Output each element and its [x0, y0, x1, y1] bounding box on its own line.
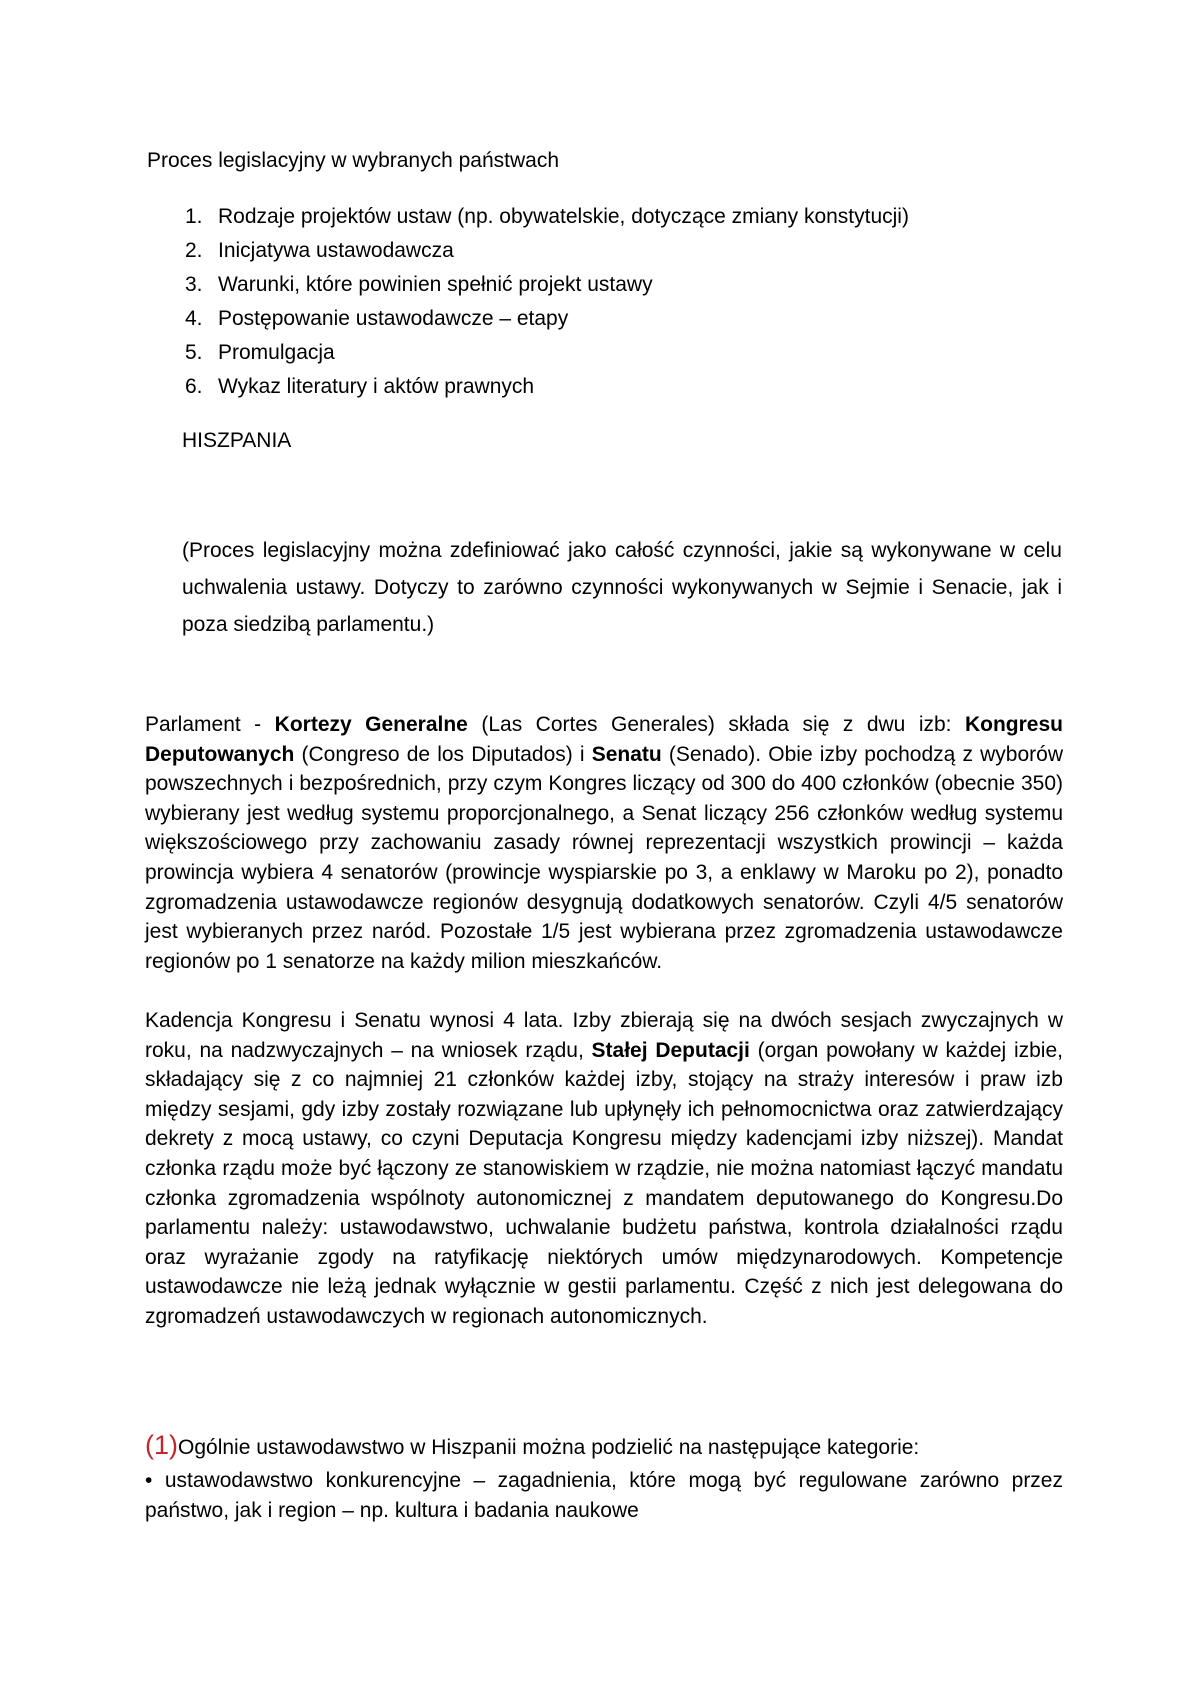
text-run: (Congreso de los Diputados) i	[294, 742, 592, 766]
topic-text: Promulgacja	[218, 341, 335, 364]
topic-item	[185, 336, 909, 370]
categories-heading-text: Ogólnie ustawodawstwo w Hiszpanii można podzielić na następujące kategorie:	[178, 1436, 920, 1459]
topic-number: 4.	[185, 307, 203, 330]
bold-term: Stałej Deputacji	[591, 1038, 750, 1062]
bold-term: Kortezy Generalne	[274, 713, 468, 736]
topic-item	[185, 302, 909, 336]
parliament-paragraph	[145, 710, 1063, 976]
topic-number: 6.	[185, 375, 203, 398]
topic-list	[185, 200, 909, 404]
topic-text: Warunki, które powinien spełnić projekt ustawy	[218, 273, 653, 296]
text-run: (organ powołany w każdej izbie, składający się z co najmniej 21 członków każdej izby, stojący na straży interesów i praw izb między sesjami, gdy izby zostały rozwiązane lub upłynęły ich pełnomocnictwa oraz zatwierdzający dekrety z mocą ustawy, co czyni Deputacja Kongresu między kadencjami izby niższej). Mandat członka rządu może być łączony ze stanowiskiem w rządzie, nie można natomiast łączyć mandatu członka zgromadzenia wspólnoty autonomicznej z mandatem deputowanego do Kongresu.Do parlamentu należy: ustawodawstwo, uchwalanie budżetu państwa, kontrola działalności rządu oraz wyrażanie zgody na ratyfikację niektórych umów międzynarodowych. Kompetencje ustawodawcze nie leżą jednak wyłącznie w gestii parlamentu. Część z nich jest delegowana do zgromadzeń ustawodawczych w regionach autonomicznych.	[145, 1038, 1063, 1328]
definition-paragraph: (Proces legislacyjny można zdefiniować jako całość czynności, jakie są wykonywane w celu uchwalenia ustawy. Dotyczy to zarówno czynności wykonywanych w Sejmie i Senacie, jak i poza siedzibą parlamentu.)	[182, 539, 1062, 636]
country-heading: HISZPANIA	[182, 429, 292, 452]
topic-item	[185, 200, 909, 234]
topic-text: Inicjatywa ustawodawcza	[218, 239, 454, 262]
topic-item	[185, 370, 909, 404]
topic-item	[185, 268, 909, 302]
footnote-marker: (1)	[145, 1430, 178, 1460]
topic-number: 3.	[185, 273, 203, 296]
topic-text: Wykaz literatury i aktów prawnych	[218, 375, 535, 398]
text-run: Parlament -	[145, 713, 275, 736]
term-paragraph	[145, 1006, 1063, 1332]
text-run: (Las Cortes Generales) składa się z dwu izb:	[467, 713, 965, 736]
category-bullet-item: • ustawodawstwo konkurencyjne – zagadnienia, które mogą być regulowane zarówno przez państwo, jak i region – np. kultura i badania naukowe	[145, 1469, 1063, 1522]
categories-heading	[145, 1428, 919, 1465]
text-run: Kadencja Kongresu i Senatu wynosi 4 lata. Izby zbierają się na dwóch sesjach zwyczajnych w roku, na nadzwyczajnych – na wniosek rządu,	[145, 1009, 1063, 1062]
topic-number: 5.	[185, 341, 203, 364]
topic-number: 1.	[185, 205, 203, 228]
topic-text: Postępowanie ustawodawcze – etapy	[218, 307, 569, 330]
text-run: (Senado). Obie izby pochodzą z wyborów powszechnych i bezpośrednich, przy czym Kongres liczący od 300 do 400 członków (obecnie 350) wybierany jest według systemu proporcjonalnego, a Senat liczący 256 członków według systemu większościowego przy zachowaniu zasady równej reprezentacji wszystkich prowincji – każda prowincja wybiera 4 senatorów (prowincje wyspiarskie po 3, a enklawy w Maroku po 2), ponadto zgromadzenia ustawodawcze regionów desygnują dodatkowych senatorów. Czyli 4/5 senatorów jest wybieranych przez naród. Pozostałe 1/5 jest wybierana przez zgromadzenia ustawodawcze regionów po 1 senatorze na każdy milion mieszkańców.	[145, 742, 1064, 973]
topic-text: Rodzaje projektów ustaw (np. obywatelskie, dotyczące zmiany konstytucji)	[218, 205, 909, 228]
bold-term: Senatu	[591, 742, 662, 766]
topic-number: 2.	[185, 239, 203, 262]
topic-item	[185, 234, 909, 268]
document-title: Proces legislacyjny w wybranych państwach	[147, 149, 560, 172]
bold-term: Kongresu Deputowanych	[145, 713, 1063, 766]
